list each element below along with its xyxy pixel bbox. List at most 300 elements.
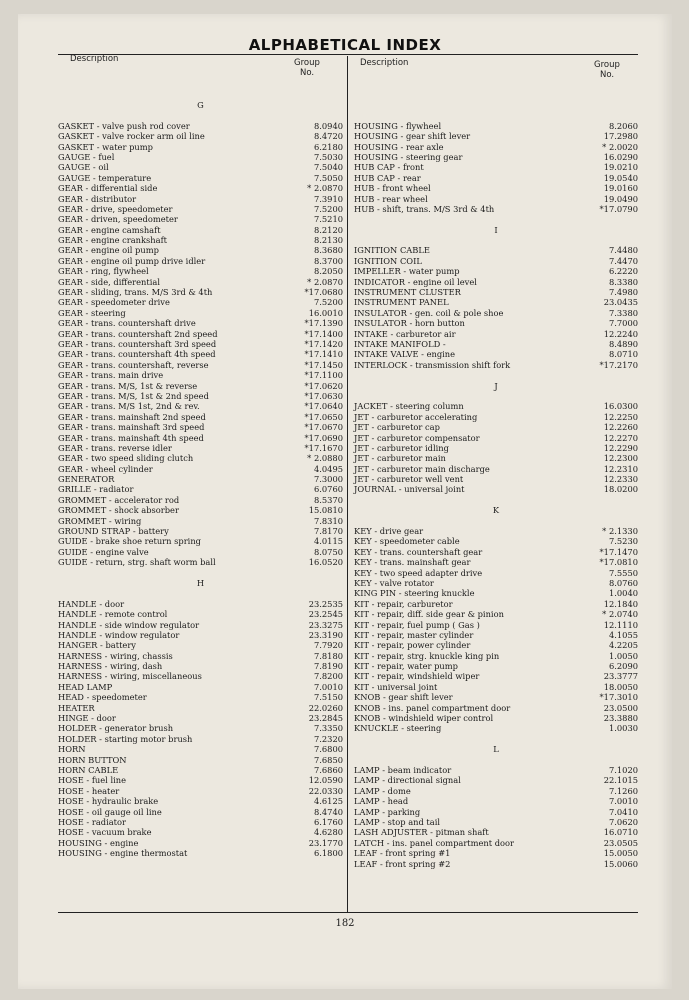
entry-description: IMPELLER - water pump xyxy=(354,266,460,277)
index-entry xyxy=(354,651,638,661)
entry-description: INSTRUMENT PANEL xyxy=(354,297,449,308)
entry-group-number: 7.8310 xyxy=(313,515,343,526)
entry-description: GRILLE - radiator xyxy=(58,484,134,495)
spacer xyxy=(354,370,638,380)
entry-description: GEAR - trans. M/S, 1st & reverse xyxy=(58,380,198,391)
index-entry xyxy=(354,412,638,422)
entry-description: GENERATOR xyxy=(58,474,115,485)
index-entry xyxy=(58,484,343,494)
index-entry xyxy=(354,723,638,733)
entry-description: KIT - repair, strg. knuckle king pin xyxy=(354,650,500,661)
index-entry xyxy=(58,194,343,204)
entry-group-number: 7.2320 xyxy=(313,733,343,744)
entry-group-number: 12.2330 xyxy=(603,474,638,485)
entry-group-number: 23.0435 xyxy=(603,297,638,308)
index-entry xyxy=(354,568,638,578)
entry-description: HOSE - hydraulic brake xyxy=(58,796,159,807)
index-entry xyxy=(354,308,638,318)
entry-description: KNUCKLE - steering xyxy=(354,723,442,734)
entry-description: HOUSING - steering gear xyxy=(354,151,463,162)
entry-group-number: 7.5550 xyxy=(608,567,638,578)
entry-description: GEAR - driven, speedometer xyxy=(58,214,178,225)
section-letter: H xyxy=(196,577,205,588)
entry-description: LAMP - stop and tail xyxy=(354,816,441,827)
entry-description: IGNITION CABLE xyxy=(354,245,430,256)
entry-description: GEAR - trans. mainshaft 4th speed xyxy=(58,432,204,443)
right-index-column xyxy=(354,100,638,869)
entry-group-number: 8.0940 xyxy=(313,120,343,131)
index-entry xyxy=(58,807,343,817)
entry-group-number: *17.1420 xyxy=(304,338,343,349)
entry-description: GASKET - valve push rod cover xyxy=(58,120,190,131)
entry-description: JET - carburetor compensator xyxy=(354,432,480,443)
entry-group-number: 17.2980 xyxy=(603,131,638,142)
entry-group-number: 7.4470 xyxy=(608,255,638,266)
entry-description: JET - carburetor accelerating xyxy=(354,411,478,422)
entry-group-number: 22.0330 xyxy=(308,785,343,796)
entry-description: INTAKE - carburetor air xyxy=(354,328,456,339)
entry-group-number: 7.5150 xyxy=(313,692,343,703)
entry-description: KIT - repair, diff. side gear & pinion xyxy=(354,609,504,620)
index-entry xyxy=(58,277,343,287)
index-entry xyxy=(58,505,343,515)
index-entry xyxy=(58,235,343,245)
index-entry xyxy=(58,121,343,131)
entry-description: KIT - repair, fuel pump ( Gas ) xyxy=(354,619,480,630)
entry-group-number: 8.4740 xyxy=(313,806,343,817)
entry-description: KNOB - ins. panel compartment door xyxy=(354,702,511,713)
entry-description: HEAD - speedometer xyxy=(58,692,147,703)
index-entry xyxy=(354,339,638,349)
entry-description: GEAR - trans. countershaft, reverse xyxy=(58,359,209,370)
entry-group-number: 8.2050 xyxy=(313,266,343,277)
index-entry xyxy=(354,173,638,183)
entry-group-number: 23.3777 xyxy=(603,671,638,682)
index-entry xyxy=(58,713,343,723)
entry-description: HARNESS - wiring, chassis xyxy=(58,650,173,661)
entry-group-number: 15.0060 xyxy=(603,858,638,869)
index-entry xyxy=(354,297,638,307)
header-rule xyxy=(58,54,638,55)
entry-description: GEAR - trans. countershaft drive xyxy=(58,318,196,329)
index-entry xyxy=(58,266,343,276)
entry-group-number: *17.0810 xyxy=(599,557,638,568)
index-entry xyxy=(354,266,638,276)
entry-group-number: 7.6860 xyxy=(313,765,343,775)
index-entry xyxy=(58,848,343,858)
entry-description: GEAR - distributor xyxy=(58,193,137,204)
entry-group-number: 16.0300 xyxy=(603,401,638,412)
entry-description: GROMMET - shock absorber xyxy=(58,505,179,516)
entry-description: GEAR - drive, speedometer xyxy=(58,203,173,214)
entry-group-number: 7.5030 xyxy=(313,151,343,162)
index-entry xyxy=(58,318,343,328)
entry-group-number: 4.6280 xyxy=(313,827,343,838)
index-entry xyxy=(354,838,638,848)
entry-group-number: 7.3910 xyxy=(313,193,343,204)
entry-group-number: 8.2060 xyxy=(608,120,638,131)
index-entry xyxy=(354,630,638,640)
entry-description: JACKET - steering column xyxy=(354,401,464,412)
entry-description: INTERLOCK - transmission shift fork xyxy=(354,359,511,370)
entry-group-number: * 2.0740 xyxy=(602,609,638,620)
entry-description: HUB - rear wheel xyxy=(354,193,428,204)
entry-description: HOLDER - starting motor brush xyxy=(58,733,193,744)
entry-group-number: 4.0115 xyxy=(313,536,343,547)
entry-group-number: 23.2535 xyxy=(308,598,343,609)
index-entry xyxy=(354,183,638,193)
entry-description: KING PIN - steering knuckle xyxy=(354,588,475,599)
index-entry xyxy=(354,422,638,432)
entry-description: GUIDE - brake shoe return spring xyxy=(58,536,201,547)
index-entry xyxy=(354,536,638,546)
entry-description: HANDLE - door xyxy=(58,598,125,609)
entry-group-number: 7.0620 xyxy=(608,816,638,827)
index-entry xyxy=(58,443,343,453)
entry-description: GEAR - trans. reverse idler xyxy=(58,442,172,453)
entry-group-number: 19.0540 xyxy=(603,172,638,183)
entry-description: HANDLE - side window regulator xyxy=(58,619,200,630)
spacer xyxy=(354,734,638,744)
entry-description: HOUSING - flywheel xyxy=(354,120,442,131)
entry-group-number: 7.4480 xyxy=(608,245,638,256)
index-entry xyxy=(354,817,638,827)
entry-description: GAUGE - oil xyxy=(58,162,109,173)
index-entry xyxy=(354,526,638,536)
entry-group-number: 6.2090 xyxy=(608,661,638,672)
entry-group-number: 4.6125 xyxy=(313,796,343,807)
entry-group-number: 7.0010 xyxy=(313,681,343,692)
entry-description: HANDLE - remote control xyxy=(58,609,168,620)
entry-group-number: *17.0620 xyxy=(304,380,343,391)
entry-description: KIT - repair, water pump xyxy=(354,661,458,672)
index-entry xyxy=(354,796,638,806)
entry-description: GAUGE - temperature xyxy=(58,172,152,183)
index-entry xyxy=(58,412,343,422)
entry-description: JET - carburetor main discharge xyxy=(354,463,490,474)
entry-group-number: *17.1400 xyxy=(304,328,343,339)
entry-description: GROUND STRAP - battery xyxy=(58,526,169,537)
entry-description: GROMMET - wiring xyxy=(58,515,142,526)
entry-group-number: 16.0520 xyxy=(308,557,343,568)
entry-description: JET - carburetor cap xyxy=(354,422,440,433)
entry-group-number: 7.7920 xyxy=(313,640,343,651)
entry-description: HOUSING - gear shift lever xyxy=(354,131,471,142)
entry-group-number: 12.0590 xyxy=(308,775,343,786)
index-entry xyxy=(58,547,343,557)
index-entry xyxy=(354,318,638,328)
index-entry xyxy=(58,464,343,474)
entry-group-number: * 2.0020 xyxy=(602,141,638,152)
index-entry xyxy=(354,620,638,630)
index-entry xyxy=(58,755,343,765)
entry-description: GEAR - trans. M/S 1st, 2nd & rev. xyxy=(58,401,200,412)
index-entry xyxy=(354,142,638,152)
entry-group-number: *17.1450 xyxy=(304,359,343,370)
entry-description: HUB CAP - front xyxy=(354,162,424,173)
entry-group-number: 8.3680 xyxy=(313,245,343,256)
index-entry xyxy=(354,786,638,796)
spacer xyxy=(58,568,343,578)
entry-group-number: 19.0160 xyxy=(603,183,638,194)
entry-description: HEAD LAMP xyxy=(58,681,113,692)
entry-group-number: 19.0210 xyxy=(603,162,638,173)
index-entry xyxy=(354,848,638,858)
index-entry xyxy=(58,786,343,796)
index-entry xyxy=(58,557,343,567)
entry-group-number: 8.0750 xyxy=(313,546,343,557)
entry-description: HORN BUTTON xyxy=(58,754,127,765)
index-entry xyxy=(354,859,638,869)
entry-description: HUB CAP - rear xyxy=(354,172,421,183)
index-entry xyxy=(354,464,638,474)
entry-description: LEAF - front spring #2 xyxy=(354,858,451,869)
index-entry xyxy=(58,516,343,526)
index-entry xyxy=(354,256,638,266)
entry-description: LAMP - head xyxy=(354,796,409,807)
entry-group-number: 7.5200 xyxy=(313,203,343,214)
entry-group-number: *17.1670 xyxy=(304,442,343,453)
index-entry xyxy=(58,453,343,463)
index-entry xyxy=(58,142,343,152)
entry-group-number: 7.5210 xyxy=(313,214,343,225)
entry-description: KIT - repair, power cylinder xyxy=(354,640,471,651)
entry-group-number: 23.3190 xyxy=(308,629,343,640)
index-entry xyxy=(58,671,343,681)
index-entry xyxy=(58,796,343,806)
index-entry xyxy=(58,391,343,401)
entry-group-number: 7.8170 xyxy=(313,526,343,537)
entry-description: HORN CABLE xyxy=(58,765,119,775)
entry-group-number: 7.3350 xyxy=(313,723,343,734)
spacer xyxy=(354,235,638,245)
index-entry xyxy=(58,838,343,848)
entry-group-number: 7.8180 xyxy=(313,650,343,661)
index-entry xyxy=(58,536,343,546)
entry-group-number: 1.0050 xyxy=(608,650,638,661)
entry-group-number: 18.0200 xyxy=(603,484,638,495)
entry-description: HOUSING - engine thermostat xyxy=(58,848,188,859)
index-entry xyxy=(58,827,343,837)
entry-description: HOUSING - engine xyxy=(58,837,139,848)
index-entry xyxy=(58,817,343,827)
entry-description: LASH ADJUSTER - pitman shaft xyxy=(354,827,489,838)
index-entry xyxy=(354,360,638,370)
entry-group-number: 7.5230 xyxy=(608,536,638,547)
index-entry xyxy=(354,152,638,162)
section-letter: J xyxy=(494,380,498,391)
entry-group-number: *17.0640 xyxy=(304,401,343,412)
index-entry xyxy=(354,287,638,297)
entry-group-number: 16.0010 xyxy=(308,307,343,318)
entry-description: KIT - repair, carburetor xyxy=(354,598,453,609)
entry-group-number: *17.0690 xyxy=(304,432,343,443)
index-entry xyxy=(58,297,343,307)
spacer xyxy=(354,100,638,110)
entry-description: HOSE - fuel line xyxy=(58,775,127,786)
index-entry xyxy=(354,775,638,785)
index-entry xyxy=(354,547,638,557)
entry-description: GEAR - trans. countershaft 3rd speed xyxy=(58,338,217,349)
entry-description: INSULATOR - gen. coil & pole shoe xyxy=(354,307,504,318)
entry-description: KIT - universal joint xyxy=(354,681,438,692)
spacer xyxy=(354,755,638,765)
entry-group-number: 6.1760 xyxy=(313,816,343,827)
entry-group-number: *17.1390 xyxy=(304,318,343,329)
entry-group-number: 6.2180 xyxy=(313,141,343,152)
entry-group-number: * 2.1330 xyxy=(602,526,638,537)
index-entry xyxy=(354,713,638,723)
entry-description: JET - carburetor main xyxy=(354,453,446,464)
index-entry xyxy=(354,703,638,713)
entry-description: LAMP - directional signal xyxy=(354,775,461,786)
index-entry xyxy=(354,682,638,692)
entry-description: GEAR - trans. M/S, 1st & 2nd speed xyxy=(58,390,209,401)
entry-description: GUIDE - return, strg. shaft worm ball xyxy=(58,557,216,568)
entry-description: GROMMET - accelerator rod xyxy=(58,494,180,505)
entry-group-number: 23.0500 xyxy=(603,702,638,713)
index-entry xyxy=(354,443,638,453)
entry-description: INSTRUMENT CLUSTER xyxy=(354,287,461,298)
index-entry xyxy=(354,557,638,567)
entry-description: HINGE - door xyxy=(58,713,116,724)
index-entry xyxy=(354,433,638,443)
index-entry xyxy=(58,287,343,297)
column-divider xyxy=(347,56,348,912)
index-entry xyxy=(58,183,343,193)
spacer xyxy=(58,110,343,120)
index-entry xyxy=(354,245,638,255)
page-number: 182 xyxy=(335,918,355,929)
index-entry xyxy=(58,692,343,702)
index-entry xyxy=(58,433,343,443)
entry-group-number: 19.0490 xyxy=(603,193,638,204)
index-entry xyxy=(354,204,638,214)
left-description-header: Description xyxy=(70,54,119,64)
entry-group-number: 7.0010 xyxy=(608,796,638,807)
index-entry xyxy=(354,484,638,494)
index-entry xyxy=(354,609,638,619)
entry-description: HARNESS - wiring, dash xyxy=(58,661,163,672)
spacer xyxy=(354,214,638,224)
entry-group-number: 8.4890 xyxy=(608,338,638,349)
index-entry xyxy=(58,308,343,318)
index-entry xyxy=(354,827,638,837)
entry-group-number: 7.4980 xyxy=(608,287,638,298)
entry-description: GEAR - engine oil pump drive idler xyxy=(58,255,206,266)
entry-group-number: *17.0650 xyxy=(304,411,343,422)
entry-description: GEAR - trans. mainshaft 2nd speed xyxy=(58,411,206,422)
entry-description: GEAR - engine camshaft xyxy=(58,224,161,235)
index-entry xyxy=(58,173,343,183)
index-entry xyxy=(58,599,343,609)
entry-group-number: 8.0710 xyxy=(608,349,638,360)
index-entry xyxy=(354,329,638,339)
entry-group-number: * 2.0880 xyxy=(307,453,343,464)
entry-group-number: 4.1055 xyxy=(608,629,638,640)
index-entry xyxy=(58,640,343,650)
index-entry xyxy=(354,671,638,681)
entry-group-number: 12.2290 xyxy=(603,442,638,453)
entry-description: INSULATOR - horn button xyxy=(354,318,465,329)
entry-group-number: 7.5200 xyxy=(313,297,343,308)
index-entry xyxy=(58,744,343,754)
entry-group-number: 12.2260 xyxy=(603,422,638,433)
entry-description: JET - carburetor well vent xyxy=(354,474,464,485)
entry-group-number: 23.3275 xyxy=(308,619,343,630)
index-entry xyxy=(58,630,343,640)
entry-group-number: 6.2220 xyxy=(608,266,638,277)
entry-description: KEY - trans. mainshaft gear xyxy=(354,557,471,568)
index-entry xyxy=(354,121,638,131)
entry-group-number: 7.3380 xyxy=(608,307,638,318)
entry-group-number: 7.3000 xyxy=(313,474,343,485)
index-entry xyxy=(58,225,343,235)
entry-group-number: 15.0810 xyxy=(308,505,343,516)
entry-group-number: *17.0670 xyxy=(304,422,343,433)
left-group-header: Group xyxy=(294,58,320,68)
entry-group-number: 4.0495 xyxy=(313,463,343,474)
entry-group-number: 8.5370 xyxy=(313,494,343,505)
entry-group-number: 8.4720 xyxy=(313,131,343,142)
entry-description: HUB - front wheel xyxy=(354,183,431,194)
index-entry xyxy=(58,734,343,744)
entry-group-number: *17.0790 xyxy=(599,203,638,214)
index-entry xyxy=(58,339,343,349)
index-entry xyxy=(58,723,343,733)
entry-description: HANDLE - window regulator xyxy=(58,629,180,640)
index-entry xyxy=(354,474,638,484)
entry-group-number: *17.3010 xyxy=(599,692,638,703)
entry-description: INDICATOR - engine oil level xyxy=(354,276,477,287)
entry-group-number: 22.1015 xyxy=(603,775,638,786)
entry-group-number: 1.0030 xyxy=(608,723,638,734)
left-index-column xyxy=(58,100,343,859)
index-entry xyxy=(58,682,343,692)
entry-description: GEAR - engine crankshaft xyxy=(58,235,167,246)
entry-description: LATCH - ins. panel compartment door xyxy=(354,837,515,848)
entry-group-number: 8.0760 xyxy=(608,577,638,588)
entry-description: INTAKE MANIFOLD - xyxy=(354,338,446,349)
entry-group-number: 12.2300 xyxy=(603,453,638,464)
entry-description: KEY - speedometer cable xyxy=(354,536,460,547)
index-entry xyxy=(58,775,343,785)
index-entry xyxy=(58,495,343,505)
entry-group-number: 12.2240 xyxy=(603,328,638,339)
entry-group-number: 23.3880 xyxy=(603,713,638,724)
entry-group-number: 7.1260 xyxy=(608,785,638,796)
index-entry xyxy=(58,661,343,671)
entry-group-number: 7.8190 xyxy=(313,661,343,672)
index-entry xyxy=(58,651,343,661)
index-entry xyxy=(58,370,343,380)
entry-group-number: 15.0050 xyxy=(603,848,638,859)
entry-description: INTAKE VALVE - engine xyxy=(354,349,456,360)
entry-group-number: 7.5050 xyxy=(313,172,343,183)
entry-group-number: *17.1470 xyxy=(599,546,638,557)
entry-group-number: 4.2205 xyxy=(608,640,638,651)
entry-group-number: 8.2120 xyxy=(313,224,343,235)
entry-group-number: 6.1800 xyxy=(313,848,343,859)
entry-group-number: 18.0050 xyxy=(603,681,638,692)
entry-group-number: 12.2270 xyxy=(603,432,638,443)
entry-group-number: 16.0710 xyxy=(603,827,638,838)
entry-description: GEAR - trans. mainshaft 3rd speed xyxy=(58,422,205,433)
entry-description: GASKET - water pump xyxy=(58,141,153,152)
entry-group-number: 12.2310 xyxy=(603,463,638,474)
entry-group-number: 8.3700 xyxy=(313,255,343,266)
right-description-header: Description xyxy=(360,58,409,68)
